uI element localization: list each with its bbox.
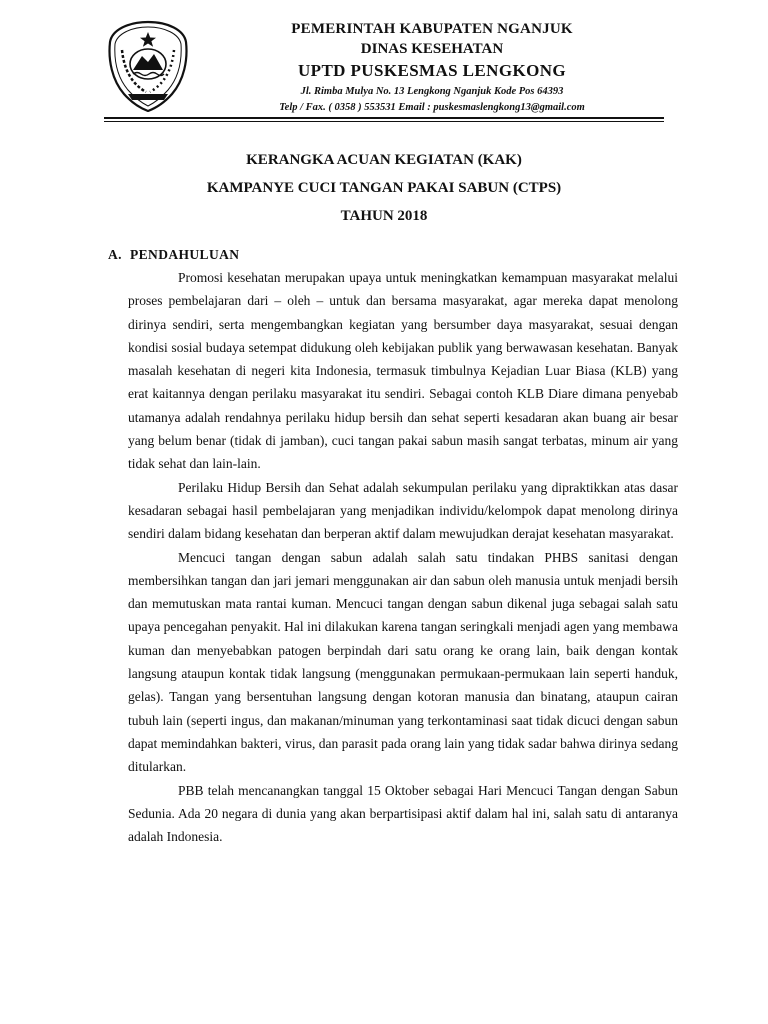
letterhead-address: Jl. Rimba Mulya No. 13 Lengkong Nganjuk Kode Pos 64393 xyxy=(300,86,564,97)
paragraph: Mencuci tangan dengan sabun adalah salah satu tindakan PHBS sanitasi dengan membersihkan tangan dan jari jemari menggunakan air dan sabun oleh manusia untuk menjadi bersih dan memutuskan mata rantai kuman. Mencuci tangan dengan sabun dikenal juga sebagai salah satu upaya pencegahan penyakit. Hal ini dilakukan karena tangan seringkali menjadi agen yang membawa kuman dan menyebabkan patogen berpindah dari satu orang ke orang lain, baik dengan kontak langsung ataupun kontak tidak langsung (menggunakan permukaan-permukaan lain seperti handuk, gelas). Tangan yang bersentuhan langsung dengan kotoran manusia dan binatang, ataupun cairan tubuh lain (seperti ingus, dan makanan/minuman yang terkontaminasi saat tidak dicuci dengan sabun dapat memindahkan bakteri, virus, dan parasit pada orang lain yang tidak sadar bahwa dirinya sedang ditularkan. xyxy=(128,549,678,775)
section-number: A. xyxy=(108,247,122,262)
regency-emblem-icon xyxy=(108,20,188,112)
title-line-1: KERANGKA ACUAN KEGIATAN (KAK) xyxy=(246,152,522,168)
letterhead-divider-thin xyxy=(104,121,664,122)
paragraph: PBB telah mencanangkan tanggal 15 Oktober sebagai Hari Mencuci Tangan dengan Sabun Sedunia. Ada 20 negara di dunia yang akan berpartisipasi aktif dalam hal ini, salah satu di antaranya adalah Indonesia. xyxy=(128,782,678,845)
letterhead-agency: DINAS KESEHATAN xyxy=(360,41,504,57)
letterhead-office: UPTD PUSKESMAS LENGKONG xyxy=(297,61,566,80)
letterhead-government: PEMERINTAH KABUPATEN NGANJUK xyxy=(291,21,573,37)
title-line-3: TAHUN 2018 xyxy=(340,208,428,224)
letterhead xyxy=(104,14,664,118)
paragraph: Perilaku Hidup Bersih dan Sehat adalah sekumpulan perilaku yang dipraktikkan atas dasar kesadaran sebagai hasil pembelajaran yang menjadikan individu/kelompok dapat menolong dirinya sendiri dalam bidang kesehatan dan berperan aktif dalam mewujudkan derajat kesehatan masyarakat. xyxy=(128,479,678,542)
letterhead-contact: Telp / Fax. ( 0358 ) 553531 Email : puskesmaslengkong13@gmail.com xyxy=(279,102,585,113)
section-title: PENDAHULUAN xyxy=(130,247,240,262)
section-heading xyxy=(108,246,239,264)
letterhead-divider-thick xyxy=(104,117,664,119)
section-body xyxy=(128,266,678,848)
title-line-2: KAMPANYE CUCI TANGAN PAKAI SABUN (CTPS) xyxy=(206,180,562,196)
letterhead-text xyxy=(202,14,662,115)
document-title xyxy=(104,146,664,230)
paragraph: Promosi kesehatan merupakan upaya untuk meningkatkan kemampuan masyarakat melalui proses pembelajaran dari – oleh – untuk dan bersama masyarakat, agar mereka dapat menolong dirinya sendiri, serta mengembangkan kegiatan yang bersumber daya masyarakat, sesuai dengan kondisi sosial budaya setempat didukung oleh kebijakan publik yang berwawasan kesehatan. Banyak masalah kesehatan di negeri kita Indonesia, termasuk timbulnya Kejadian Luar Biasa (KLB) yang erat kaitannya dengan perilaku masyarakat itu sendiri. Sebagai contoh KLB Diare dimana penyebab utamanya adalah rendahnya perilaku hidup bersih dan sehat seperti kesadaran akan buang air besar yang belum benar (tidak di jamban), cuci tangan pakai sabun masih sangat terbatas, minum air yang tidak sehat dan lain-lain. xyxy=(128,270,678,472)
